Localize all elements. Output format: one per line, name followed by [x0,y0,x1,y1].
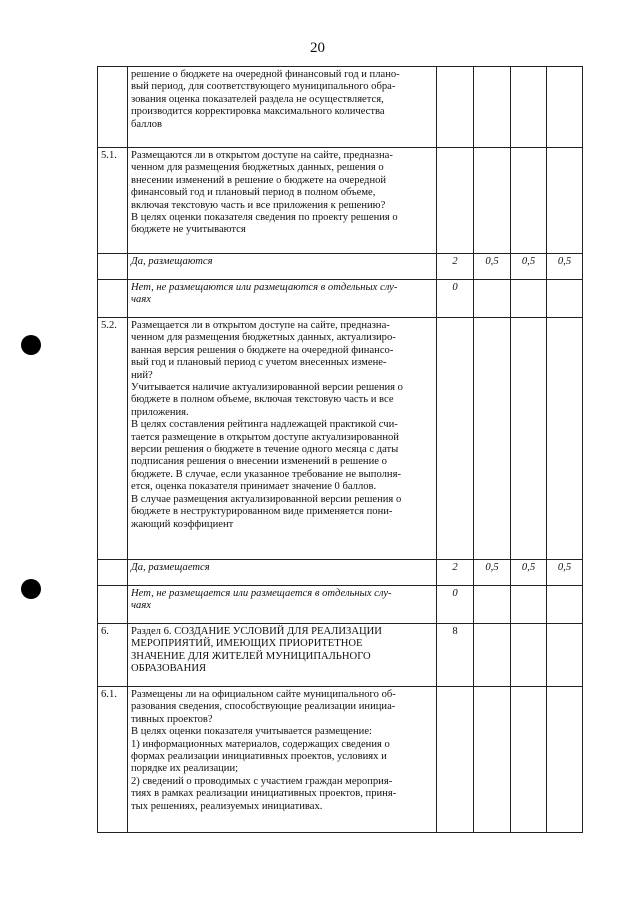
score-coef-1: 0,5 [474,560,511,586]
score-coef-2 [511,586,547,624]
score-coef-3: 0,5 [547,254,583,280]
score-coef-2 [511,624,547,687]
section-title: Раздел 6. СОЗДАНИЕ УСЛОВИЙ ДЛЯ РЕАЛИЗАЦИИ МЕРОПРИЯТИЙ, ИМЕЮЩИХ ПРИОРИТЕТНОЕ ЗНАЧЕНИЕ ДЛЯ ЖИТЕЛЕЙ МУНИЦИПАЛЬНОГО ОБРАЗОВАНИЯ [128,624,437,687]
score-coef-1 [474,586,511,624]
score-max: 2 [437,254,474,280]
row-number: 5.1. [98,148,128,254]
row-number: 6.1. [98,687,128,833]
score-max: 0 [437,586,474,624]
score-coef-1 [474,280,511,318]
score-max: 8 [437,624,474,687]
score-coef-3 [547,67,583,148]
row-number [98,254,128,280]
score-coef-3: 0,5 [547,560,583,586]
row-number [98,560,128,586]
score-coef-2: 0,5 [511,254,547,280]
score-coef-3 [547,148,583,254]
score-coef-3 [547,687,583,833]
score-coef-1 [474,148,511,254]
table-row [98,318,583,560]
score-coef-2 [511,280,547,318]
score-max [437,148,474,254]
answer-option: Нет, не размещаются или размещаются в отдельных слу- чаях [128,280,437,318]
answer-option: Да, размещается [128,560,437,586]
score-coef-1 [474,687,511,833]
score-max [437,67,474,148]
table-row [98,254,583,280]
row-description: решение о бюджете на очередной финансовый год и плано- вый период, для соответствующего муниципального обра- зования оценка показателей раздела не осуществляется, производится корректировка максимального количества баллов [128,67,437,148]
score-coef-1 [474,318,511,560]
table-row [98,148,583,254]
row-description: Размещается ли в открытом доступе на сайте, предназна- ченном для размещения бюджетных данных, актуализиро- ванная версия решения о бюджете на очередной финансо- вый год и плановый период с учетом внесенных измене- ний? Учитывается наличие актуализированной версии решения о бюджете в полном объеме, включая текстовую часть и все приложения. В целях составления рейтинга надлежащей практикой счи- тается размещение в открытом доступе актуализированной версии решения о бюджете в течение одного месяца с даты подписания решения о внесении изменений в решение о бюджете. В случае, если указанное требование не выполня- ется, оценка показателя принимает значение 0 баллов. В случае размещения актуализированной версии решения о бюджете в неструктурированном виде применяется пони- жающий коэффициент [128,318,437,560]
row-number [98,586,128,624]
punch-hole [21,335,41,355]
table-row [98,280,583,318]
row-number [98,280,128,318]
row-description: Размещены ли на официальном сайте муниципального об- разования сведения, способствующие реализации инициа- тивных проектов? В целях оценки показателя учитывается размещение: 1) информационных материалов, содержащих сведения о формах реализации инициативных проектов, условиях и порядке их реализации; 2) сведений о проводимых с участием граждан мероприя- тиях в рамках реализации инициативных проектов, приня- тых решениях, реализуемых инициативах. [128,687,437,833]
table-row [98,624,583,687]
table-row [98,586,583,624]
score-coef-3 [547,586,583,624]
score-coef-3 [547,280,583,318]
score-max [437,687,474,833]
score-coef-2: 0,5 [511,560,547,586]
score-coef-2 [511,67,547,148]
score-coef-3 [547,624,583,687]
row-number: 5.2. [98,318,128,560]
score-coef-2 [511,318,547,560]
row-description: Размещаются ли в открытом доступе на сайте, предназна- ченном для размещения бюджетных данных, решения о внесении изменений в решение о бюджете на очередной финансовый год и плановый период в полном объеме, включая текстовую часть и все приложения к решению? В целях оценки показателя сведения по проекту решения о бюджете не учитываются [128,148,437,254]
page-number: 20 [310,40,325,56]
score-coef-2 [511,148,547,254]
score-max: 0 [437,280,474,318]
table-row [98,687,583,833]
score-max: 2 [437,560,474,586]
score-coef-1 [474,624,511,687]
score-max [437,318,474,560]
score-coef-2 [511,687,547,833]
row-number [98,67,128,148]
score-coef-1: 0,5 [474,254,511,280]
indicator-table [97,66,583,833]
score-coef-3 [547,318,583,560]
punch-hole [21,579,41,599]
table-row [98,67,583,148]
row-number: 6. [98,624,128,687]
answer-option: Нет, не размещается или размещается в отдельных слу- чаях [128,586,437,624]
answer-option: Да, размещаются [128,254,437,280]
table-row [98,560,583,586]
score-coef-1 [474,67,511,148]
